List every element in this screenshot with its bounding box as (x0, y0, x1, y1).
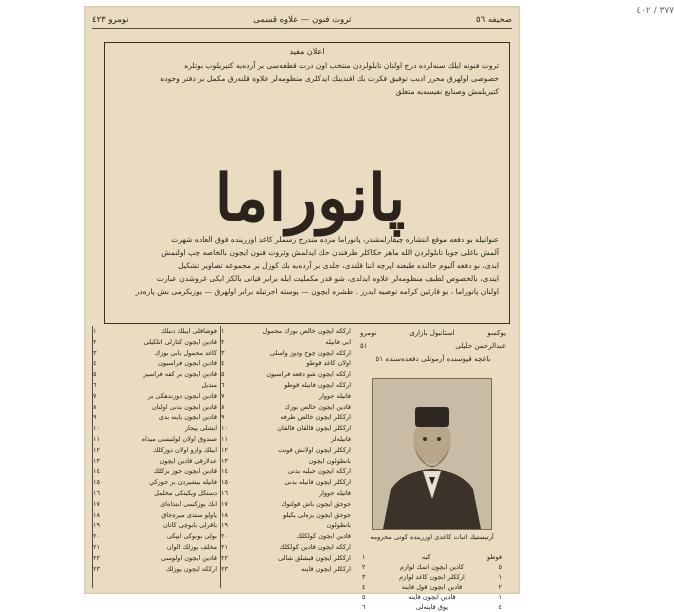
item-number: ١١ (93, 434, 100, 443)
item-price: ١ (498, 573, 502, 581)
item-text: بانطولون ايچون (308, 456, 351, 465)
item-number: ٤ (221, 359, 225, 368)
market-title: استانبول بازاری (409, 329, 455, 337)
item-text: فانيله جووار (318, 488, 351, 497)
item-text: كيه (421, 553, 431, 561)
item-number: ١٣ (93, 456, 100, 465)
list-item (93, 477, 217, 488)
item-number: ٢١ (221, 542, 228, 551)
item-text: ارككه ايچون قادين كولكلك (279, 542, 351, 551)
item-number: ١٠ (221, 424, 228, 433)
item-number: ٢٣ (93, 564, 100, 573)
item-number: ١٦ (93, 488, 100, 497)
item-text: ايبلك وارو اولان دوزكلك (153, 445, 217, 454)
item-number: ١ (221, 327, 225, 335)
item-text: صندوق اولان لولتيسی ميداه (141, 434, 217, 443)
item-number: ٢ (93, 337, 97, 346)
item-text: قادين ايچون قاپنه (408, 593, 456, 601)
list-item (93, 434, 217, 445)
list-item (221, 466, 351, 477)
item-number: ٢٠ (221, 532, 228, 541)
list-item (93, 531, 217, 542)
market-header-row (360, 328, 506, 339)
item-number: ٢ (362, 563, 366, 571)
item-number: ١٢ (93, 445, 100, 454)
item-number: ٢١ (93, 542, 100, 551)
item-text: جوجق ايچون بزه‌لی يكيلو (282, 510, 351, 519)
item-text: مخلف يوزلك الوان (166, 542, 217, 551)
item-price: فوطو (487, 553, 502, 561)
item-price: ٢ (498, 583, 502, 591)
list-item (93, 326, 217, 337)
list-item (93, 337, 217, 348)
item-text: ارككه ايچون شو دفعه فراسيون (266, 370, 351, 379)
item-text: ارككلر ايچون اولانش قونت (278, 445, 351, 454)
list-item (221, 510, 351, 521)
list-item (362, 592, 502, 602)
newspaper-page (84, 6, 520, 611)
item-number: ١ (362, 553, 366, 561)
list-item (221, 564, 351, 575)
ad-header: اعلان مفيد (289, 47, 325, 56)
market-listings (92, 326, 512, 611)
list-item (93, 423, 217, 434)
item-number: ٥ (221, 370, 225, 379)
list-item (93, 456, 217, 467)
item-number: ١٤ (93, 467, 100, 476)
list-item (221, 499, 351, 510)
item-text: ارككلر ايچون خالص طرفه (280, 413, 351, 422)
item-number: ١٧ (93, 499, 100, 508)
list-item (362, 602, 502, 612)
list-item (221, 445, 351, 456)
item-text: قادين ايچون فراسيون (158, 359, 217, 368)
item-number: ٣ (362, 573, 366, 581)
item-text: قادين ايچون بر كفه فراسيز (143, 370, 217, 379)
item-number: ٥ (93, 370, 97, 379)
item-text: ارككلر ايچون كاغد لوازم (399, 573, 465, 581)
item-number: ١٠ (93, 424, 100, 433)
item-text: جوجق ايچون باش قولتوك (281, 499, 351, 508)
item-number: ١٥ (93, 478, 100, 487)
item-number: ٤ (93, 359, 97, 368)
item-text: ايشلی پيجار (184, 424, 217, 433)
list-item (221, 412, 351, 423)
item-price: ٤ (498, 603, 502, 611)
list-item (93, 488, 217, 499)
item-text: ابك بوزكسی ابتداه‌ای (160, 499, 217, 508)
item-price: ١ (498, 593, 502, 601)
list-item (93, 445, 217, 456)
list-item (93, 358, 217, 369)
list-item (93, 499, 217, 510)
item-text: ياولو ستدی ميره‌جاق (161, 510, 217, 519)
list-item (221, 380, 351, 391)
merchant-name: عبدالرحمن خليلی (455, 341, 506, 350)
list-item (221, 402, 351, 413)
ad-text-top (115, 59, 499, 98)
item-text: باقرلی بابوچی كاتان (162, 521, 217, 530)
ad-line: ايتدی، بالخصوص لطيف منظومه‌لر علاوه ايدلدی، شو قدر مكمليت ايله برابر فياتی بالكز ايكی غروشدن عبارت (156, 274, 499, 283)
item-number: ١٥ (221, 478, 228, 487)
list-item (362, 552, 502, 562)
list-item (221, 348, 351, 359)
item-number: ٦ (221, 380, 225, 389)
item-number: ٩ (221, 413, 225, 422)
item-number: ٧ (93, 391, 97, 400)
item-number: ٨ (93, 402, 97, 411)
item-number: ٧ (221, 391, 225, 400)
list-item (362, 572, 502, 582)
item-text: قادين ايچون خالص بوزك (284, 402, 351, 411)
item-number: ٢ (221, 337, 225, 346)
item-number: ١٩ (221, 521, 228, 530)
list-item (221, 520, 351, 531)
item-text: قادين ايچون دوزندهكی بر (147, 391, 217, 400)
item-text: اولان كاغد قوطو (306, 359, 351, 368)
item-text: ارككه ايچون خالص بوزك محمول (262, 327, 351, 335)
ad-text-bottom (115, 233, 499, 298)
list-item (221, 423, 351, 434)
list-item (93, 369, 217, 380)
list-item (221, 542, 351, 553)
item-number: ١٣ (221, 456, 228, 465)
item-text: منديل (201, 380, 217, 389)
item-text: ارككلر ايچون قيشلق شالی (278, 553, 351, 562)
merchant-number: ٥١ (360, 341, 368, 350)
item-number: ١٧ (221, 499, 228, 508)
ad-line: كتيريلمش وصنايع نفيسه‌يه متعلق (395, 87, 499, 96)
ad-line: ايدی، بو دفعه آلبوم حالنده طبعنه اپرچه اننا قلندی، جلدی بر آرده‌يه بك كوزل بر مجموعه تصاوير تشكيل (178, 261, 499, 270)
list-item (93, 564, 217, 575)
item-text: يوق قاپنه‌لی (415, 603, 449, 611)
item-number: ٢٢ (93, 553, 100, 562)
item-number: ٢٣ (221, 564, 228, 573)
item-text: قادين ايچون كتارلی اتلكيلی (143, 337, 217, 346)
header-left: نومرو (360, 329, 377, 337)
list-item (221, 337, 351, 348)
item-number: ١١ (221, 434, 228, 443)
price-rows (362, 552, 502, 612)
page-label: صحيفه ٥٦ (476, 15, 512, 25)
ad-line: ثروت فنونه ايلك سنه‌لرده درج اولنان تابلولردن منتخب اون درت قطعه‌سی بر آرده‌يه كتيريلوب بوتلره (184, 61, 499, 70)
item-text: فانيله بيشيردن بر جوزكي (149, 478, 217, 487)
item-number: ٤ (362, 583, 366, 591)
item-text: ارككه ايچون فانيله قوطو (284, 380, 351, 389)
list-item (93, 402, 217, 413)
item-text: ارككلر ايچون قاپنه (301, 564, 351, 573)
list-item (221, 391, 351, 402)
list-item (362, 562, 502, 572)
item-number: ٩ (93, 413, 97, 422)
list-item (93, 553, 217, 564)
item-number: ٦ (362, 603, 366, 611)
item-number: ٦ (93, 380, 97, 389)
header-right: يوكسو (487, 329, 506, 337)
item-text: ارككلر ايچون قالقان قالقان (277, 424, 351, 433)
item-number: ١٦ (221, 488, 228, 497)
handwritten-note: ٣٧٧ / ٤٠٢ (636, 6, 674, 16)
item-number: ٨ (221, 402, 225, 411)
item-text: قادين ايچون كولكلك (296, 532, 351, 541)
item-text: فانيله‌لر (330, 434, 351, 443)
item-text: فانيله جووار (318, 391, 351, 400)
portrait-photo (372, 378, 492, 530)
list-item (221, 477, 351, 488)
item-number: ٣ (221, 348, 225, 357)
item-number: ٢٢ (221, 553, 228, 562)
item-price: ٥ (498, 563, 502, 571)
item-text: ارككلر ايچون فانيله بدنی (284, 478, 351, 487)
item-number: ٣ (93, 348, 97, 357)
list-item (221, 553, 351, 564)
list-item (221, 531, 351, 542)
item-text: ارككه ايچون يوزلك (166, 564, 217, 573)
ad-line: آلمش باغلی جوبا تابلولردن الله ماهر حكاكلر طرفندن حك ايدلمش وثروت فنون ايچون بالخاصه چپ اولنمش (161, 248, 499, 257)
item-text: ارككه ايچون جبليه بدنی (287, 467, 351, 476)
ad-line: عنوانيله بو دفعه موقع انتشاره چيقارلمشدر، پانوراما مزده مندرج رسملر كاغد اوزرينده فوق العاده شهرت (171, 235, 499, 244)
list-item (221, 369, 351, 380)
item-text: ارككه ايچون چوخ ودوز واسلی (269, 348, 351, 357)
list-item (93, 380, 217, 391)
item-text: قادين ايچون جوز بزكلك (153, 467, 217, 476)
item-number: ١٩ (93, 521, 100, 530)
portrait-figure-icon (373, 379, 491, 529)
item-text: فوشاقلی ايبلك دنبلك (160, 327, 217, 335)
ad-line: خصوصی اولهرق محرر اديب توفيق فكرت بك افندينك ايدكلری منظومه‌لر علاوه قلنه‌رق مكمل بر دفتر وجوده (160, 74, 499, 83)
list-item (93, 520, 217, 531)
list-item (93, 391, 217, 402)
item-number: ١ (93, 327, 97, 335)
masthead-title: ثروت فنون — علاوه قسمی (253, 15, 352, 25)
advertisement-box (104, 42, 510, 324)
list-item (221, 434, 351, 445)
item-text: عدلارقی قادين ايچون (159, 456, 217, 465)
list-item (362, 582, 502, 592)
listing-column-middle (220, 326, 351, 588)
list-item (221, 358, 351, 369)
item-number: ١٨ (93, 510, 100, 519)
item-number: ١٤ (221, 467, 228, 476)
list-item (93, 466, 217, 477)
list-item (93, 348, 217, 359)
item-text: كاغد محمول بابی بوزك (154, 348, 217, 357)
item-text: دستكل ويكيتكی مخلمل (154, 488, 217, 497)
merchant-address: باغچه قپوسنده آرموتلی دفعده‌سنده ٥١ (375, 353, 491, 363)
item-text: قادين ايچون اولوسی (161, 553, 217, 562)
item-text: كادين ايچون اتمك لوازم (399, 563, 465, 571)
masthead (92, 12, 512, 29)
list-item (221, 456, 351, 467)
item-number: ١٢ (221, 445, 228, 454)
item-text: قادين ايچون بدنی اولنان (152, 402, 217, 411)
merchant-row (360, 341, 506, 352)
list-item (221, 488, 351, 499)
list-item (93, 542, 217, 553)
listing-column-left (92, 326, 217, 588)
item-text: بانطولون (326, 521, 351, 530)
panorama-title: پانوراما (214, 161, 406, 236)
list-item (93, 510, 217, 521)
portrait-caption: آرتيستيك اثبات كاغدی اوزرينده كوتی محرومه (370, 533, 494, 541)
item-text: قادين ايچون قول قاپنه (401, 583, 463, 591)
item-text: ابی فانيله (325, 337, 351, 346)
issue-number: نومرو ٤٢٣ (92, 15, 129, 25)
item-number: ٢٠ (93, 532, 100, 541)
item-number: ١٨ (221, 510, 228, 519)
item-text: بولی بونوكی ايپكی (166, 532, 217, 541)
item-text: قادين ايچون باپنه بدی (158, 413, 217, 422)
list-item (221, 326, 351, 337)
item-number: ٥ (362, 593, 366, 601)
list-item (93, 412, 217, 423)
ad-line: اولنان پانوراما ، بو قارئين كرامه توصيه ايدرز . طشره ايچون — پوسته اجرتيله برابر اولهرق — يوزيكرمی بش پاره‌در (135, 287, 499, 296)
